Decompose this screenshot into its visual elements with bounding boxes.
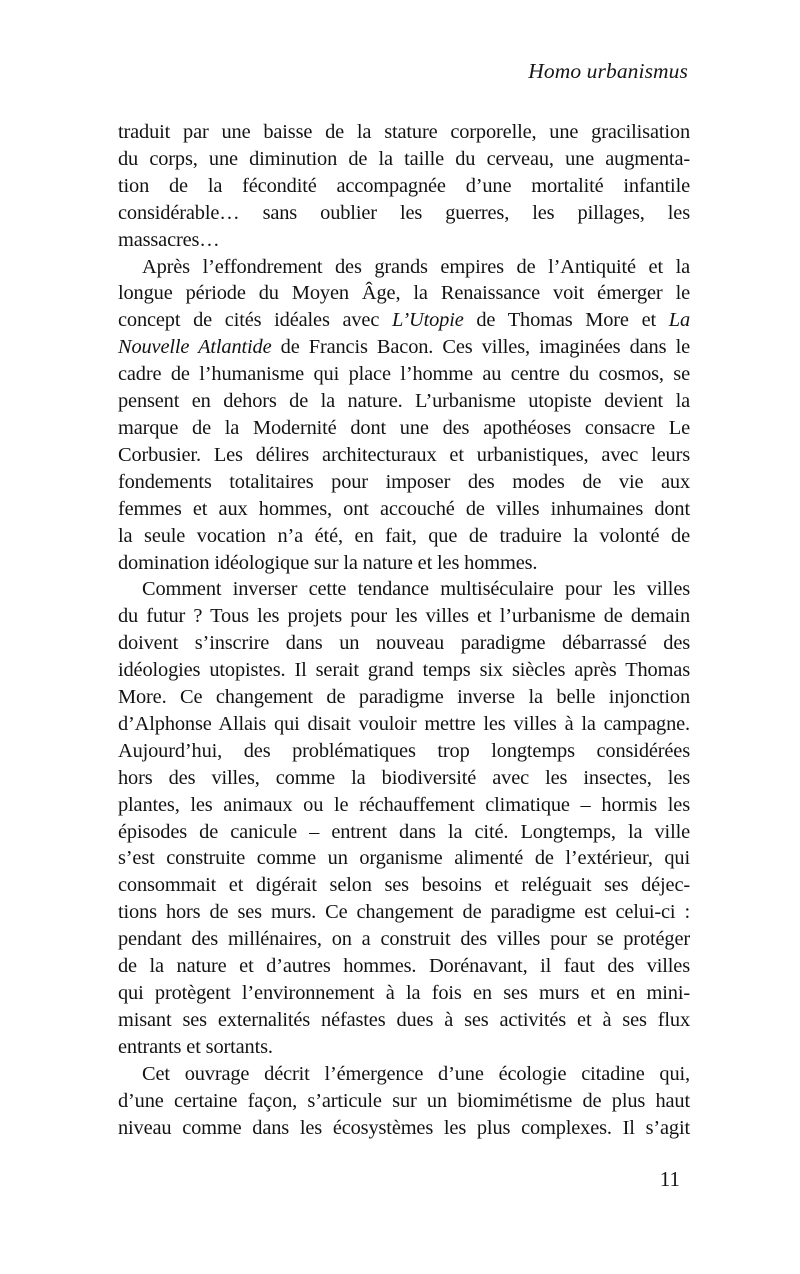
text-line: misant ses externalités néfastes dues à ses activités et à ses flux [118, 1008, 690, 1031]
text-line: du futur ? Tous les projets pour les villes et l’urbanisme de demain [118, 605, 690, 628]
text-line: fondements totalitaires pour imposer des modes de vie aux [118, 470, 690, 493]
text-line: niveau comme dans les écosystèmes les plus complexes. Il s’agit [118, 1116, 690, 1139]
text-line: hors des villes, comme la biodiversité avec les insectes, les [118, 766, 690, 789]
text-line: la seule vocation n’a été, en fait, que de traduire la volonté de [118, 524, 690, 547]
italic-title-text: La [668, 309, 690, 332]
text-line: More. Ce changement de paradigme inverse la belle injonction [118, 686, 690, 709]
text-line: plantes, les animaux ou le réchauffement climatique – hormis les [118, 793, 690, 816]
text-line: femmes et aux hommes, ont accouché de villes inhumaines dont [118, 497, 690, 520]
text-line: qui protègent l’environnement à la fois en ses murs et en mini- [118, 982, 690, 1004]
text-line: cadre de l’humanisme qui place l’homme au centre du cosmos, se [118, 363, 690, 386]
body-text-segment: de Francis Bacon. Ces villes, imaginées dans le [271, 336, 690, 359]
text-line: considérable… sans oublier les guerres, les pillages, les [118, 201, 690, 224]
text-line: Après l’effondrement des grands empires de l’Antiquité et la [142, 255, 690, 278]
text-line: d’Alphonse Allais qui disait vouloir mettre les villes à la campagne. [118, 712, 690, 735]
text-line [118, 307, 690, 334]
text-line: marque de la Modernité dont une des apothéoses consacre Le [118, 416, 690, 439]
text-line: du corps, une diminution de la taille du cerveau, une augmenta- [118, 147, 690, 170]
body-text-segment: de Thomas More et [463, 309, 669, 332]
text-line: de la nature et d’autres hommes. Dorénavant, il faut des villes [118, 955, 690, 978]
text-line: s’est construite comme un organisme alimenté de l’extérieur, qui [118, 847, 690, 870]
text-line: traduit par une baisse de la stature corporelle, une gracilisation [118, 121, 690, 143]
text-line: domination idéologique sur la nature et les hommes. [118, 551, 538, 574]
text-line: idéologies utopistes. Il serait grand temps six siècles après Thomas [118, 659, 690, 682]
running-header: Homo urbanismus [528, 59, 688, 83]
text-line: tion de la fécondité accompagnée d’une mortalité infantile [118, 174, 690, 197]
text-line: tions hors de ses murs. Ce changement de paradigme est celui-ci : [118, 901, 690, 924]
text-line: Comment inverser cette tendance multiséculaire pour les villes [142, 578, 690, 601]
text-line: épisodes de canicule – entrent dans la cité. Longtemps, la ville [118, 820, 690, 843]
text-line: pensent en dehors de la nature. L’urbanisme utopiste devient la [118, 390, 690, 413]
text-line: longue période du Moyen Âge, la Renaissance voit émerger le [118, 282, 690, 305]
text-line: pendant des millénaires, on a construit des villes pour se protéger [118, 928, 690, 951]
page-body [118, 119, 690, 1141]
text-line: Cet ouvrage décrit l’émergence d’une écologie citadine qui, [142, 1062, 690, 1085]
italic-title-text: L’Utopie [391, 309, 464, 332]
text-line: massacres… [118, 228, 220, 251]
italic-title-text: Nouvelle Atlantide [118, 336, 272, 359]
text-line: Corbusier. Les délires architecturaux et urbanistiques, avec leurs [118, 443, 690, 466]
text-line: entrants et sortants. [118, 1035, 273, 1058]
text-line [118, 334, 690, 361]
text-line: doivent s’inscrire dans un nouveau paradigme débarrassé des [118, 632, 690, 655]
text-line: d’une certaine façon, s’articule sur un biomimétisme de plus haut [118, 1089, 690, 1112]
text-line: consommait et digérait selon ses besoins et reléguait ses déjec- [118, 874, 690, 897]
body-text-segment: concept de cités idéales avec [118, 309, 392, 332]
page-number: 11 [659, 1167, 680, 1191]
text-line: Aujourd’hui, des problématiques trop longtemps considérées [118, 739, 690, 762]
